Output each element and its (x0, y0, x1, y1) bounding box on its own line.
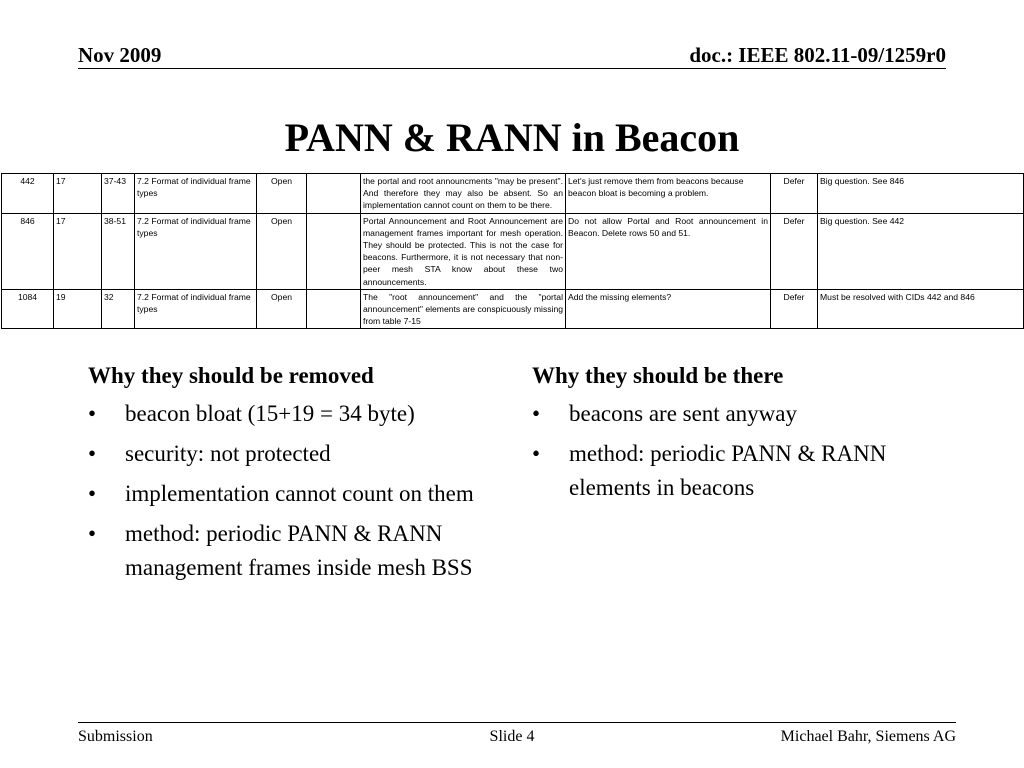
cid-cell: 846 (2, 213, 54, 289)
removal-reasons (88, 362, 508, 591)
list-item-text: method: periodic PANN & RANN elements in beacons (569, 441, 887, 500)
blank-cell (307, 213, 361, 289)
proposed-change-cell: Do not allow Portal and Root announcement in Beacon. Delete rows 50 and 51. (566, 213, 771, 289)
keep-reasons (532, 362, 912, 511)
keep-heading: Why they should be there (532, 363, 784, 388)
keep-list (532, 397, 912, 505)
footer-author: Michael Bahr, Siemens AG (780, 728, 956, 745)
comment-cell: the portal and root announcments "may be present". And therefore they may also be absent. So an implementation cannot count on them to be there. (361, 174, 566, 214)
table-row (2, 174, 1024, 214)
blank-cell (307, 289, 361, 329)
removal-list (88, 397, 508, 585)
table-row (2, 289, 1024, 329)
header-date: Nov 2009 (78, 43, 162, 67)
list-item (88, 437, 508, 471)
notes-cell: Big question. See 846 (818, 174, 1024, 214)
status-cell: Open (257, 213, 307, 289)
list-item-text: beacons are sent anyway (569, 401, 797, 426)
list-item-text: method: periodic PANN & RANN management frames inside mesh BSS (125, 521, 473, 580)
bullet-glyph: • (88, 441, 97, 466)
comment-cell: The "root announcement" and the "portal announcement" elements are conspicuously missing from table 7-15 (361, 289, 566, 329)
cid-cell: 442 (2, 174, 54, 214)
list-item-text: beacon bloat (15+19 = 34 byte) (125, 401, 415, 426)
page-cell: 17 (54, 213, 102, 289)
cid-cell: 1084 (2, 289, 54, 329)
status-cell: Open (257, 289, 307, 329)
bullet-glyph: • (88, 401, 97, 426)
footer-slide-number: Slide 4 (489, 728, 535, 745)
footer-submission: Submission (78, 728, 153, 745)
table-row (2, 213, 1024, 289)
status-cell: Open (257, 174, 307, 214)
header-rule (78, 68, 946, 69)
notes-cell: Big question. See 442 (818, 213, 1024, 289)
clause-cell: 7.2 Format of individual frame types (135, 289, 257, 329)
list-item-text: security: not protected (125, 441, 331, 466)
proposed-change-cell: Add the missing elements? (566, 289, 771, 329)
line-cell: 32 (102, 289, 135, 329)
comment-table (1, 173, 1024, 329)
clause-cell: 7.2 Format of individual frame types (135, 174, 257, 214)
list-item (88, 477, 508, 511)
header-doc-id: doc.: IEEE 802.11-09/1259r0 (689, 43, 946, 67)
bullet-glyph: • (532, 441, 541, 466)
clause-cell: 7.2 Format of individual frame types (135, 213, 257, 289)
blank-cell (307, 174, 361, 214)
proposed-change-cell: Let's just remove them from beacons because beacon bloat is becoming a problem. (566, 174, 771, 214)
list-item (532, 397, 912, 431)
list-item-text: implementation cannot count on them (125, 481, 474, 506)
slide-title: PANN & RANN in Beacon (284, 115, 740, 160)
page-cell: 17 (54, 174, 102, 214)
resolution-cell: Defer (771, 213, 818, 289)
list-item (532, 437, 912, 505)
footer-rule (78, 722, 956, 723)
bullet-glyph: • (532, 401, 541, 426)
line-cell: 38-51 (102, 213, 135, 289)
bullet-glyph: • (88, 521, 97, 546)
line-cell: 37-43 (102, 174, 135, 214)
notes-cell: Must be resolved with CIDs 442 and 846 (818, 289, 1024, 329)
resolution-cell: Defer (771, 174, 818, 214)
list-item (88, 517, 508, 585)
removal-heading: Why they should be removed (88, 363, 374, 388)
resolution-cell: Defer (771, 289, 818, 329)
bullet-glyph: • (88, 481, 97, 506)
list-item (88, 397, 508, 431)
page-cell: 19 (54, 289, 102, 329)
comment-cell: Portal Announcement and Root Announcement are management frames important for mesh operation. They should be protected. This is not the case for beacons. Furthermore, it is not necessary that non-peer mesh STA know about these two announcements. (361, 213, 566, 289)
